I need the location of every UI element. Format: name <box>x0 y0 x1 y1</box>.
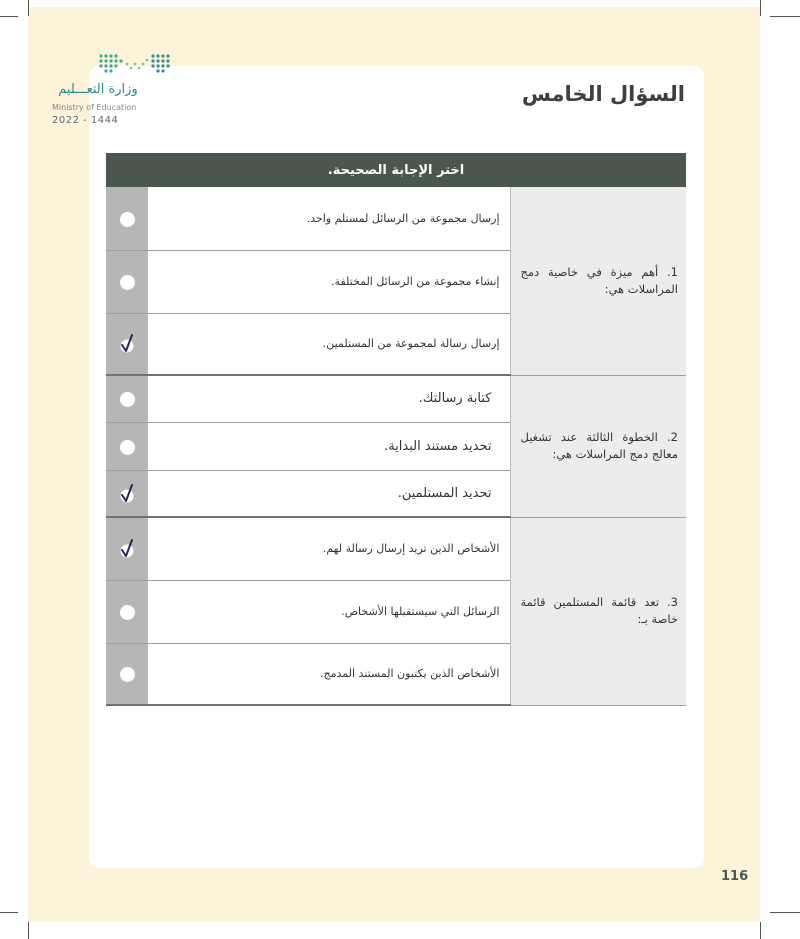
answer-mark-cell[interactable] <box>106 643 148 705</box>
option-text: إنشاء مجموعة من الرسائل المختلفة. <box>148 250 510 313</box>
crop-mark <box>28 922 29 939</box>
checkmark-icon[interactable] <box>119 539 135 559</box>
radio-circle-icon[interactable] <box>120 667 135 682</box>
crop-mark <box>770 16 800 17</box>
answer-mark-cell[interactable] <box>106 580 148 643</box>
answer-mark-cell[interactable] <box>106 422 148 470</box>
table-row <box>106 375 686 422</box>
table-header-row <box>106 153 686 187</box>
option-text: الأشخاص الذين تريد إرسال رسالة لهم. <box>148 517 510 580</box>
question-1-text: 1. أهم ميزة في خاصية دمج المراسلات هي: <box>510 187 686 375</box>
answer-mark-cell[interactable] <box>106 375 148 422</box>
question-3-text: 3. تعد قائمة المستلمين قائمة خاصة بـ: <box>510 517 686 705</box>
quiz-table <box>106 153 686 706</box>
option-text: إرسال رسالة لمجموعة من المستلمين. <box>148 313 510 375</box>
option-text: الأشخاص الذين يكتبون المستند المدمج. <box>148 643 510 705</box>
option-text: الرسائل التي سيستقبلها الأشخاص. <box>148 580 510 643</box>
crop-mark <box>0 912 18 913</box>
crop-mark <box>760 0 761 16</box>
answer-mark-cell[interactable] <box>106 470 148 517</box>
crop-mark <box>28 0 29 16</box>
answer-mark-cell[interactable] <box>106 250 148 313</box>
checkmark-icon[interactable] <box>119 484 135 504</box>
radio-circle-icon[interactable] <box>120 212 135 227</box>
answer-mark-cell[interactable] <box>106 187 148 250</box>
radio-circle-icon[interactable] <box>120 392 135 407</box>
option-text: كتابة رسالتك. <box>148 375 510 422</box>
logo-year-text: 2022 - 1444 <box>52 115 119 126</box>
option-text: تحديد مستند البداية. <box>148 422 510 470</box>
logo-dots-icon <box>97 52 187 78</box>
answer-mark-cell[interactable] <box>106 517 148 580</box>
ministry-logo <box>52 52 152 132</box>
table-row <box>106 187 686 250</box>
option-text: تحديد المستلمين. <box>148 470 510 517</box>
crop-mark <box>0 16 18 17</box>
answer-mark-cell[interactable] <box>106 313 148 375</box>
radio-circle-icon[interactable] <box>120 275 135 290</box>
crop-mark <box>760 922 761 939</box>
question-2-text: 2. الخطوة الثالثة عند تشغيل معالج دمج المراسلات هي: <box>510 375 686 517</box>
radio-circle-icon[interactable] <box>120 440 135 455</box>
table-header: اختر الإجابة الصحيحة. <box>106 153 686 187</box>
logo-arabic-text: وزارة التعـــليم <box>58 82 138 97</box>
option-text: إرسال مجموعة من الرسائل لمستلم واحد. <box>148 187 510 250</box>
page-number: 116 <box>721 869 749 884</box>
radio-circle-icon[interactable] <box>120 605 135 620</box>
checkmark-icon[interactable] <box>119 334 135 354</box>
logo-english-text: Ministry of Education <box>52 103 137 112</box>
table-row <box>106 517 686 580</box>
crop-mark <box>770 912 800 913</box>
page-title: السؤال الخامس <box>521 82 685 106</box>
